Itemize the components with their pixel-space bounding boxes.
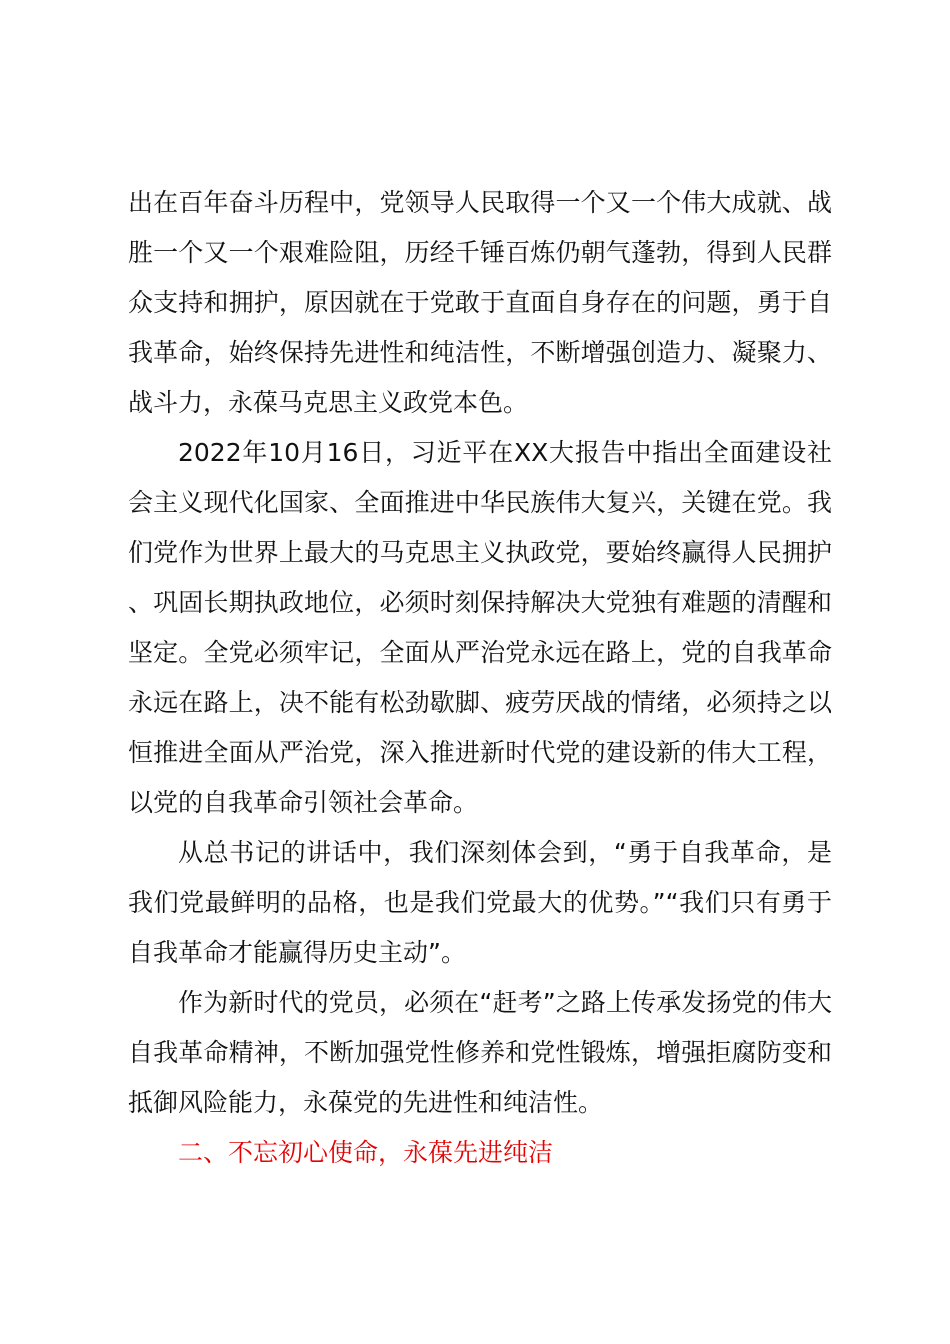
paragraph-continuation: 出在百年奋斗历程中，党领导人民取得一个又一个伟大成就、战胜一个又一个艰难险阻，历经千锤百炼仍朝气蓬勃，得到人民群众支持和拥护，原因就在于党敢于直面自身存在的问题，勇于自我革命，始终保持先进性和纯洁性，不断增强创造力、凝聚力、战斗力，永葆马克思主义政党本色。	[128, 188, 832, 417]
document-body	[128, 178, 832, 1178]
paragraph-speech-quote: 从总书记的讲话中，我们深刻体会到，“勇于自我革命，是我们党最鲜明的品格，也是我们党最大的优势。”“我们只有勇于自我革命才能赢得历史主动”。	[128, 838, 832, 967]
section-heading: 二、不忘初心使命，永葆先进纯洁	[178, 1138, 554, 1167]
paragraph-party-congress-report: 2022年10月16日，习近平在XX大报告中指出全面建设社会主义现代化国家、全面推进中华民族伟大复兴，关键在党。我们党作为世界上最大的马克思主义执政党，要始终赢得人民拥护、巩固长期执政地位，必须时刻保持解决大党独有难题的清醒和坚定。全党必须牢记，全面从严治党永远在路上，党的自我革命永远在路上，决不能有松劲歇脚、疲劳厌战的情绪，必须持之以恒推进全面从严治党，深入推进新时代党的建设新的伟大工程，以党的自我革命引领社会革命。	[128, 438, 832, 817]
paragraph-party-member-duty: 作为新时代的党员，必须在“赶考”之路上传承发扬党的伟大自我革命精神，不断加强党性修养和党性锻炼，增强拒腐防变和抵御风险能力，永葆党的先进性和纯洁性。	[128, 988, 832, 1117]
